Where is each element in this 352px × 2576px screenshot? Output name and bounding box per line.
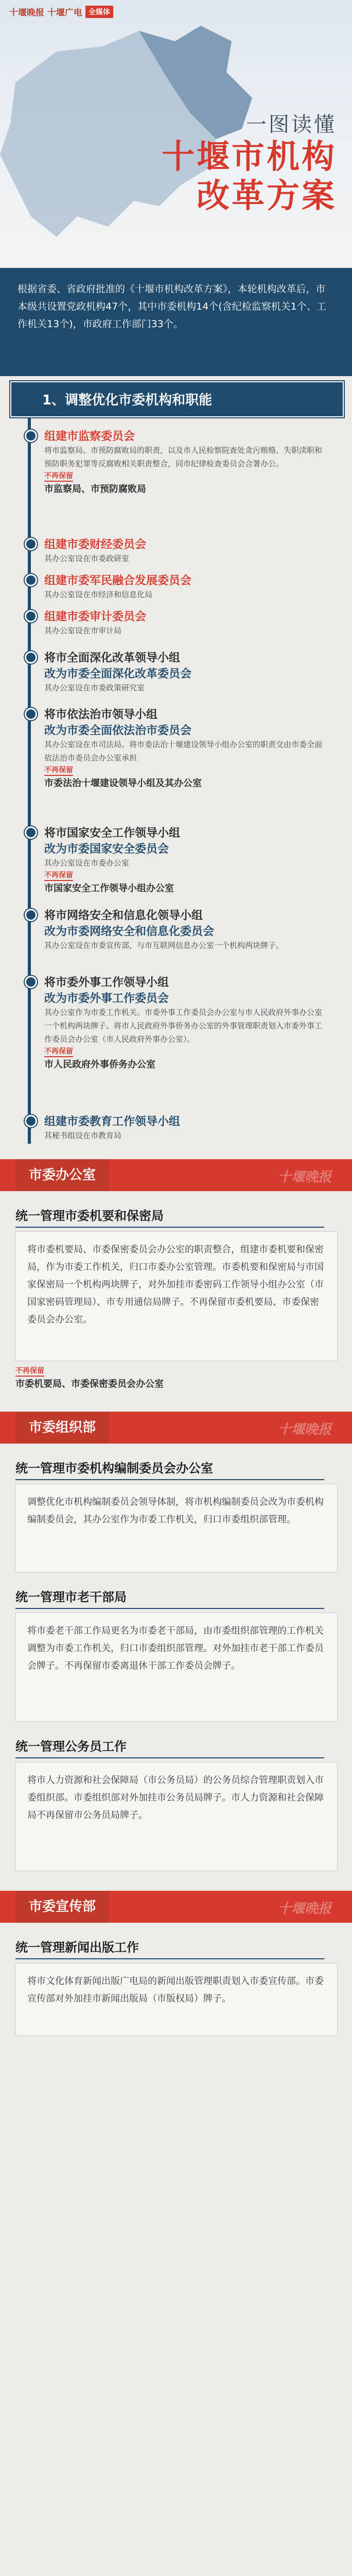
timeline-dot — [25, 909, 37, 921]
item-title-old: 将市全面深化改革领导小组 — [44, 652, 181, 665]
org-box-2 — [15, 1613, 338, 1722]
timeline-item — [23, 572, 331, 603]
item-title: 组建市委军民融合发展委员会 — [44, 574, 192, 587]
removed-items: 市人民政府外事侨务办公室 — [44, 1059, 155, 1070]
org-heading-1-text: 统一管理市委机构编制委员会办公室 — [15, 1461, 213, 1476]
hero-title — [162, 108, 337, 216]
section-prop-label: 市委宣传部 — [15, 1891, 109, 1923]
timeline-dot — [25, 976, 37, 988]
timeline-item — [23, 706, 331, 814]
item-desc: 其秘书组设在市教育局 — [44, 1131, 122, 1140]
office-box — [15, 1231, 338, 1361]
org-heading-3-text: 统一管理公务员工作 — [15, 1739, 127, 1754]
timeline-dot — [25, 610, 37, 622]
timeline-item — [23, 428, 331, 531]
item-desc: 其办公室设在市委政策研究室 — [44, 683, 145, 692]
watermark: 十堰晚报 — [277, 1422, 331, 1437]
org-heading-2 — [15, 1587, 324, 1609]
item-title-new: 改为市委外事工作委员会 — [44, 992, 169, 1005]
not-retained-label: 不再保留 — [44, 470, 73, 482]
org-heading-2-text: 统一管理市老干部局 — [15, 1590, 127, 1604]
hero-title-line1: 十堰市机构 — [162, 138, 337, 176]
item-title: 组建市委财经委员会 — [44, 538, 147, 551]
brand-name: 十堰晚报 十堰广电 — [9, 8, 82, 18]
section-office-label: 市委办公室 — [15, 1159, 109, 1191]
timeline-dot — [25, 1115, 37, 1127]
org-heading-1 — [15, 1458, 324, 1480]
section1-title: 1、调整优化市委机构和职能 — [42, 393, 213, 408]
prop-heading-1 — [15, 1937, 324, 1959]
item-title-old: 将市国家安全工作领导小组 — [44, 827, 181, 840]
timeline-item — [23, 608, 331, 639]
item-desc: 其办公室设在市经济和信息化局 — [44, 590, 153, 599]
watermark: 十堰晚报 — [277, 1170, 331, 1185]
item-desc: 其办公室设在市委办公室 — [44, 858, 130, 868]
item-desc: 其办公室设在市委政研室 — [44, 554, 130, 563]
item-desc: 其办公室设在市审计局 — [44, 626, 122, 635]
item-title: 组建市委审计委员会 — [44, 611, 147, 623]
office-body: 将市委机要局、市委保密委员会办公室的职责整合，组建市委机要和保密局，作为市委工作机关，归口市委办公室管理。市委机要和保密局与市国家保密局一个机构两块牌子，对外加挂市委密码工作领导小组办公室（市国家密码管理局）、市专用通信局牌子。不再保留市委机要局、市委保密委员会办公室。 — [27, 1244, 324, 1325]
timeline-dot — [25, 538, 37, 550]
timeline-dot — [25, 430, 37, 442]
section-office-bar — [0, 1159, 352, 1191]
timeline-item — [23, 536, 331, 567]
intro-panel — [0, 268, 352, 376]
item-title-new: 改为市委全面依法治市委员会 — [44, 724, 192, 737]
office-removed — [15, 1365, 164, 1390]
org-box-3 — [15, 1762, 338, 1871]
prop-heading-1-text: 统一管理新闻出版工作 — [15, 1940, 139, 1955]
item-title-old: 将市网络安全和信息化领导小组 — [44, 909, 203, 922]
timeline-item — [23, 1113, 331, 1144]
section-prop-bar — [0, 1891, 352, 1923]
timeline-item — [23, 907, 331, 969]
org-body-3: 将市人力资源和社会保障局（市公务员局）的公务员综合管理职责划入市委组织部。市委组织部对外加挂市公务员局牌子。市人力资源和社会保障局不再保留市公务员局牌子。 — [27, 1775, 324, 1821]
timeline-item — [23, 824, 331, 902]
brand-logo — [9, 5, 113, 18]
timeline-dot — [25, 651, 37, 664]
section-org-label: 市委组织部 — [15, 1412, 109, 1444]
timeline-item — [23, 974, 331, 1103]
brand-tag: 全媒体 — [85, 6, 113, 18]
item-desc: 将市监察局、市预防腐败局的职责，以及市人民检察院查处贪污贿赂、失职渎职和预防职务犯罪等反腐败相关职责整合，同市纪律检查委员会合署办公。 — [44, 446, 323, 468]
item-desc: 其办公室设在市司法局。将市委法治十堰建设领导小组办公室的职责交由市委全面依法治市委员会办公室承担 — [44, 740, 323, 762]
intro-text: 根据省委、省政府批准的《十堰市机构改革方案》，本轮机构改革后，市本级共设置党政机构47个，其中市委机构14个(含纪检监察机关1个、工作机关13个)，市政府工作部门33个。 — [17, 283, 326, 330]
item-title-new: 改为市委网络安全和信息化委员会 — [44, 925, 215, 938]
not-retained-label: 不再保留 — [44, 765, 73, 776]
timeline-dot — [25, 574, 37, 586]
item-title-new: 改为市委全面深化改革委员会 — [44, 668, 192, 681]
org-heading-3 — [15, 1736, 324, 1758]
timeline-dot — [25, 826, 37, 839]
timeline-item — [23, 649, 331, 696]
section1-banner — [10, 381, 344, 417]
office-heading — [15, 1206, 324, 1228]
removed-items: 市委机要局、市委保密委员会办公室 — [15, 1379, 164, 1389]
removed-items: 市委法治十堰建设领导小组及其办公室 — [44, 778, 202, 789]
item-title-old: 将市依法治市领导小组 — [44, 708, 158, 721]
removed-items: 市监察局、市预防腐败局 — [44, 484, 146, 495]
org-body-1: 调整优化市机构编制委员会领导体制，将市机构编制委员会改为市委机构编制委员会，其办公室作为市委工作机关，归口市委组织部管理。 — [27, 1497, 324, 1525]
item-title-new: 改为市委国家安全委员会 — [44, 843, 169, 856]
hero-header — [0, 0, 352, 268]
org-body-2: 将市委老干部工作局更名为市委老干部局，由市委组织部管理的工作机关调整为市委工作机关，归口市委组织部管理。对外加挂市老干部工作委员会牌子。不再保留市委离退休干部工作委员会牌子。 — [27, 1625, 324, 1671]
item-title: 组建市监察委员会 — [44, 430, 135, 443]
item-title-old: 将市委外事工作领导小组 — [44, 976, 169, 989]
removed-items: 市国家安全工作领导小组办公室 — [44, 883, 174, 894]
prop-body-1: 将市文化体育新闻出版广电局的新闻出版管理职责划入市委宣传部。市委宣传部对外加挂市新闻出版局（市版权局）牌子。 — [27, 1976, 324, 2004]
item-desc: 其办公室作为市委工作机关。市委外事工作委员会办公室与市人民政府外事办公室一个机构两块牌子。将市人民政府外事侨务办公室的外事管理职责划入市委外事工作委员会办公室（市人民政府外事办公室）。 — [44, 1008, 323, 1044]
hero-subtitle: 一图读懂 — [246, 113, 337, 137]
org-box-1 — [15, 1484, 338, 1572]
office-heading-text: 统一管理市委机要和保密局 — [15, 1209, 164, 1223]
item-desc: 其办公室设在市委宣传部，与市互联网信息办公室一个机构两块牌子。 — [44, 941, 284, 950]
watermark: 十堰晚报 — [277, 1901, 331, 1917]
not-retained-label: 不再保留 — [44, 1046, 73, 1057]
prop-box-1 — [15, 1963, 338, 2036]
timeline-dot — [25, 708, 37, 720]
section-org-bar — [0, 1412, 352, 1444]
item-title: 组建市委教育工作领导小组 — [44, 1115, 181, 1128]
not-retained-label: 不再保留 — [44, 870, 73, 881]
hero-title-line2: 改革方案 — [197, 177, 337, 215]
not-retained-label: 不再保留 — [15, 1365, 44, 1377]
